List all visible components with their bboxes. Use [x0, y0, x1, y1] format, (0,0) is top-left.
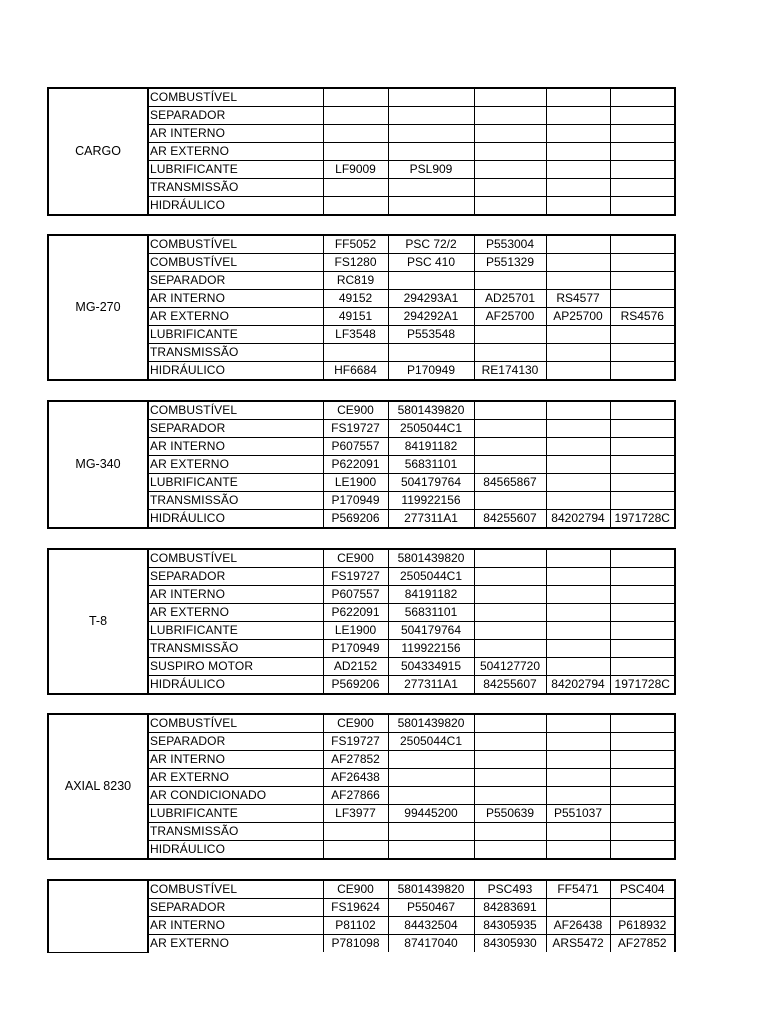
part-number-cell: FS19727 — [323, 568, 388, 586]
part-number-cell: 5801439820 — [388, 401, 474, 420]
part-number-cell — [546, 769, 610, 787]
part-number-cell — [323, 823, 388, 841]
filter-table-block — [47, 87, 676, 216]
part-number-cell — [474, 344, 546, 362]
filter-category: AR EXTERNO — [148, 143, 323, 161]
filter-category: SEPARADOR — [148, 420, 323, 438]
part-number-cell — [474, 438, 546, 456]
filter-category: HIDRÁULICO — [148, 841, 323, 860]
part-number-cell — [546, 88, 610, 107]
part-number-cell — [474, 568, 546, 586]
filter-category: LUBRIFICANTE — [148, 805, 323, 823]
part-number-cell — [474, 107, 546, 125]
part-number-cell: 56831101 — [388, 604, 474, 622]
part-number-cell: AF26438 — [323, 769, 388, 787]
part-number-cell: 87417040 — [388, 935, 474, 953]
part-number-cell — [474, 197, 546, 216]
part-number-cell — [474, 823, 546, 841]
part-number-cell — [546, 658, 610, 676]
part-number-cell: 294293A1 — [388, 290, 474, 308]
part-number-cell — [546, 549, 610, 568]
table-row — [48, 235, 675, 254]
table-row — [48, 880, 675, 899]
filter-category: LUBRIFICANTE — [148, 474, 323, 492]
part-number-cell — [610, 805, 675, 823]
part-number-cell — [610, 420, 675, 438]
part-number-cell: P550467 — [388, 899, 474, 917]
part-number-cell: AD2152 — [323, 658, 388, 676]
part-number-cell: 84305930 — [474, 935, 546, 953]
part-number-cell: AF27866 — [323, 787, 388, 805]
part-number-cell: PSC493 — [474, 880, 546, 899]
part-number-cell: 84202794 — [546, 510, 610, 529]
part-number-cell: FS19624 — [323, 899, 388, 917]
filter-category: LUBRIFICANTE — [148, 326, 323, 344]
part-number-cell — [546, 841, 610, 860]
part-number-cell: P569206 — [323, 510, 388, 529]
part-number-cell — [474, 640, 546, 658]
part-number-cell: FS19727 — [323, 420, 388, 438]
part-number-cell — [610, 658, 675, 676]
part-number-cell — [546, 143, 610, 161]
table-row — [48, 401, 675, 420]
filter-category: AR INTERNO — [148, 438, 323, 456]
part-number-cell: ARS5472 — [546, 935, 610, 953]
part-number-cell — [474, 714, 546, 733]
part-number-cell — [323, 179, 388, 197]
part-number-cell: 84305935 — [474, 917, 546, 935]
part-number-cell — [474, 326, 546, 344]
part-number-cell — [546, 161, 610, 179]
part-number-cell: FS19727 — [323, 733, 388, 751]
part-number-cell — [546, 456, 610, 474]
part-number-cell — [474, 88, 546, 107]
part-number-cell — [546, 568, 610, 586]
part-number-cell — [610, 179, 675, 197]
filter-category: TRANSMISSÃO — [148, 344, 323, 362]
part-number-cell — [610, 622, 675, 640]
part-number-cell: 84565867 — [474, 474, 546, 492]
part-number-cell — [610, 88, 675, 107]
part-number-cell — [388, 179, 474, 197]
part-number-cell — [610, 107, 675, 125]
part-number-cell — [546, 787, 610, 805]
filter-category: AR EXTERNO — [148, 769, 323, 787]
table-row — [48, 714, 675, 733]
filter-category: COMBUSTÍVEL — [148, 401, 323, 420]
part-number-cell — [546, 235, 610, 254]
part-number-cell: RE174130 — [474, 362, 546, 381]
part-number-cell: 84191182 — [388, 438, 474, 456]
part-number-cell — [388, 88, 474, 107]
part-number-cell — [474, 549, 546, 568]
filter-category: COMBUSTÍVEL — [148, 880, 323, 899]
part-number-cell — [610, 438, 675, 456]
part-number-cell: 56831101 — [388, 456, 474, 474]
filter-category: LUBRIFICANTE — [148, 161, 323, 179]
part-number-cell: 84202794 — [546, 676, 610, 695]
part-number-cell — [323, 107, 388, 125]
part-number-cell — [474, 586, 546, 604]
filter-category: AR INTERNO — [148, 917, 323, 935]
filter-category: COMBUSTÍVEL — [148, 235, 323, 254]
part-number-cell — [610, 456, 675, 474]
part-number-cell: P170949 — [323, 640, 388, 658]
part-number-cell: 99445200 — [388, 805, 474, 823]
part-number-cell — [323, 197, 388, 216]
part-number-cell: PSC404 — [610, 880, 675, 899]
part-number-cell: RS4577 — [546, 290, 610, 308]
part-number-cell — [388, 107, 474, 125]
part-number-cell — [323, 841, 388, 860]
part-number-cell: P551329 — [474, 254, 546, 272]
part-number-cell — [388, 841, 474, 860]
part-number-cell — [474, 787, 546, 805]
part-number-cell — [474, 125, 546, 143]
part-number-cell — [388, 344, 474, 362]
filter-category: TRANSMISSÃO — [148, 179, 323, 197]
part-number-cell: 1971728C — [610, 510, 675, 529]
part-number-cell — [323, 125, 388, 143]
part-number-cell: AF27852 — [323, 751, 388, 769]
filter-table-block — [47, 713, 676, 860]
part-number-cell — [610, 841, 675, 860]
part-number-cell: 119922156 — [388, 492, 474, 510]
part-number-cell — [546, 401, 610, 420]
part-number-cell — [610, 474, 675, 492]
part-number-cell: 49152 — [323, 290, 388, 308]
part-number-cell — [546, 179, 610, 197]
part-number-cell — [474, 272, 546, 290]
filter-category: AR EXTERNO — [148, 456, 323, 474]
part-number-cell: CE900 — [323, 549, 388, 568]
part-number-cell: LF3977 — [323, 805, 388, 823]
part-number-cell — [610, 143, 675, 161]
part-number-cell — [388, 125, 474, 143]
filter-category: COMBUSTÍVEL — [148, 254, 323, 272]
filter-category: COMBUSTÍVEL — [148, 88, 323, 107]
part-number-cell — [610, 733, 675, 751]
filter-category: AR CONDICIONADO — [148, 787, 323, 805]
part-number-cell: 119922156 — [388, 640, 474, 658]
part-number-cell: 504179764 — [388, 622, 474, 640]
part-number-cell: LE1900 — [323, 474, 388, 492]
part-number-cell: P551037 — [546, 805, 610, 823]
part-number-cell — [546, 344, 610, 362]
part-number-cell: P553004 — [474, 235, 546, 254]
part-number-cell — [388, 787, 474, 805]
filter-category: AR INTERNO — [148, 751, 323, 769]
table-row — [48, 88, 675, 107]
part-number-cell: P781098 — [323, 935, 388, 953]
part-number-cell — [546, 640, 610, 658]
part-number-cell — [388, 751, 474, 769]
part-number-cell: 84191182 — [388, 586, 474, 604]
part-number-cell — [546, 492, 610, 510]
part-number-cell: 84283691 — [474, 899, 546, 917]
part-number-cell: 5801439820 — [388, 880, 474, 899]
part-number-cell: FF5471 — [546, 880, 610, 899]
filter-category: AR INTERNO — [148, 125, 323, 143]
part-number-cell: P622091 — [323, 604, 388, 622]
part-number-cell — [546, 125, 610, 143]
part-number-cell — [610, 272, 675, 290]
part-number-cell: CE900 — [323, 880, 388, 899]
part-number-cell — [323, 344, 388, 362]
part-number-cell — [474, 456, 546, 474]
model-name: MG-270 — [48, 235, 148, 380]
part-number-cell — [546, 733, 610, 751]
filter-category: HIDRÁULICO — [148, 197, 323, 216]
part-number-cell: LF3548 — [323, 326, 388, 344]
part-number-cell — [610, 344, 675, 362]
part-number-cell — [546, 899, 610, 917]
part-number-cell: PSC 410 — [388, 254, 474, 272]
filter-category: COMBUSTÍVEL — [148, 549, 323, 568]
part-number-cell — [610, 492, 675, 510]
part-number-cell: LE1900 — [323, 622, 388, 640]
part-number-cell — [323, 143, 388, 161]
part-number-cell: P550639 — [474, 805, 546, 823]
part-number-cell — [388, 769, 474, 787]
part-number-cell — [474, 179, 546, 197]
model-name: MG-340 — [48, 401, 148, 528]
part-number-cell — [610, 326, 675, 344]
part-number-cell — [388, 272, 474, 290]
filter-category: TRANSMISSÃO — [148, 640, 323, 658]
part-number-cell — [474, 841, 546, 860]
part-number-cell: PSL909 — [388, 161, 474, 179]
part-number-cell: P569206 — [323, 676, 388, 695]
filter-category: SEPARADOR — [148, 272, 323, 290]
part-number-cell: RC819 — [323, 272, 388, 290]
filter-category: AR EXTERNO — [148, 604, 323, 622]
filter-category: HIDRÁULICO — [148, 510, 323, 529]
part-number-cell — [610, 769, 675, 787]
part-number-cell: HF6684 — [323, 362, 388, 381]
part-number-cell: 49151 — [323, 308, 388, 326]
part-number-cell — [610, 751, 675, 769]
part-number-cell: P618932 — [610, 917, 675, 935]
part-number-cell — [474, 161, 546, 179]
part-number-cell — [388, 823, 474, 841]
part-number-cell — [610, 899, 675, 917]
part-number-cell — [610, 401, 675, 420]
filter-table-block — [47, 400, 676, 529]
part-number-cell — [546, 714, 610, 733]
part-number-cell: AF25700 — [474, 308, 546, 326]
part-number-cell — [610, 640, 675, 658]
part-number-cell — [474, 143, 546, 161]
part-number-cell: FS1280 — [323, 254, 388, 272]
part-number-cell — [546, 254, 610, 272]
part-number-cell — [546, 586, 610, 604]
part-number-cell — [610, 254, 675, 272]
model-name: CARGO — [48, 88, 148, 215]
part-number-cell: P170949 — [388, 362, 474, 381]
part-number-cell — [610, 197, 675, 216]
part-number-cell — [610, 604, 675, 622]
part-number-cell — [546, 362, 610, 381]
part-number-cell — [546, 326, 610, 344]
filter-table-block — [47, 879, 676, 953]
filter-table-block — [47, 234, 676, 381]
part-number-cell: 504334915 — [388, 658, 474, 676]
filter-category: HIDRÁULICO — [148, 362, 323, 381]
part-number-cell: AD25701 — [474, 290, 546, 308]
part-number-cell — [610, 235, 675, 254]
filter-category: AR EXTERNO — [148, 935, 323, 953]
part-number-cell: 2505044C1 — [388, 568, 474, 586]
part-number-cell: P607557 — [323, 586, 388, 604]
part-number-cell — [546, 420, 610, 438]
model-name: T-8 — [48, 549, 148, 694]
part-number-cell — [388, 197, 474, 216]
part-number-cell — [388, 143, 474, 161]
filter-category: TRANSMISSÃO — [148, 823, 323, 841]
part-number-cell — [474, 420, 546, 438]
part-number-cell — [610, 290, 675, 308]
part-number-cell: P622091 — [323, 456, 388, 474]
part-number-cell: AF26438 — [546, 917, 610, 935]
part-number-cell — [610, 787, 675, 805]
part-number-cell: 294292A1 — [388, 308, 474, 326]
part-number-cell — [546, 438, 610, 456]
model-name — [48, 880, 148, 952]
part-number-cell — [546, 107, 610, 125]
part-number-cell — [610, 161, 675, 179]
part-number-cell — [610, 125, 675, 143]
table-row — [48, 549, 675, 568]
filter-category: AR INTERNO — [148, 586, 323, 604]
part-number-cell — [323, 88, 388, 107]
part-number-cell: 5801439820 — [388, 549, 474, 568]
part-number-cell: 504179764 — [388, 474, 474, 492]
part-number-cell: 84255607 — [474, 676, 546, 695]
part-number-cell — [474, 604, 546, 622]
filter-category: SEPARADOR — [148, 733, 323, 751]
part-number-cell: CE900 — [323, 714, 388, 733]
model-name: AXIAL 8230 — [48, 714, 148, 859]
part-number-cell: 504127720 — [474, 658, 546, 676]
part-number-cell: LF9009 — [323, 161, 388, 179]
filter-category: AR EXTERNO — [148, 308, 323, 326]
part-number-cell — [546, 622, 610, 640]
part-number-cell: 5801439820 — [388, 714, 474, 733]
part-number-cell — [610, 362, 675, 381]
filter-category: HIDRÁULICO — [148, 676, 323, 695]
part-number-cell: PSC 72/2 — [388, 235, 474, 254]
filter-category: AR INTERNO — [148, 290, 323, 308]
filter-table-block — [47, 548, 676, 695]
part-number-cell: AP25700 — [546, 308, 610, 326]
part-number-cell: P170949 — [323, 492, 388, 510]
part-number-cell — [474, 622, 546, 640]
part-number-cell — [546, 474, 610, 492]
filter-category: LUBRIFICANTE — [148, 622, 323, 640]
part-number-cell — [546, 197, 610, 216]
filter-category: SEPARADOR — [148, 568, 323, 586]
part-number-cell: P553548 — [388, 326, 474, 344]
part-number-cell — [474, 751, 546, 769]
part-number-cell: RS4576 — [610, 308, 675, 326]
filter-category: SEPARADOR — [148, 899, 323, 917]
part-number-cell — [546, 751, 610, 769]
part-number-cell: CE900 — [323, 401, 388, 420]
part-number-cell: AF27852 — [610, 935, 675, 953]
part-number-cell: 277311A1 — [388, 676, 474, 695]
part-number-cell: P81102 — [323, 917, 388, 935]
filter-category: SEPARADOR — [148, 107, 323, 125]
part-number-cell: FF5052 — [323, 235, 388, 254]
part-number-cell — [474, 492, 546, 510]
part-number-cell — [474, 733, 546, 751]
part-number-cell: 2505044C1 — [388, 733, 474, 751]
filter-category: SUSPIRO MOTOR — [148, 658, 323, 676]
part-number-cell — [610, 714, 675, 733]
part-number-cell: 277311A1 — [388, 510, 474, 529]
part-number-cell — [546, 604, 610, 622]
part-number-cell: 1971728C — [610, 676, 675, 695]
filter-category: COMBUSTÍVEL — [148, 714, 323, 733]
part-number-cell: 2505044C1 — [388, 420, 474, 438]
part-number-cell: 84255607 — [474, 510, 546, 529]
part-number-cell: 84432504 — [388, 917, 474, 935]
part-number-cell — [610, 823, 675, 841]
part-number-cell — [474, 401, 546, 420]
part-number-cell — [610, 568, 675, 586]
part-number-cell — [474, 769, 546, 787]
filter-category: TRANSMISSÃO — [148, 492, 323, 510]
part-number-cell — [610, 586, 675, 604]
part-number-cell — [610, 549, 675, 568]
part-number-cell — [546, 272, 610, 290]
part-number-cell — [546, 823, 610, 841]
part-number-cell: P607557 — [323, 438, 388, 456]
